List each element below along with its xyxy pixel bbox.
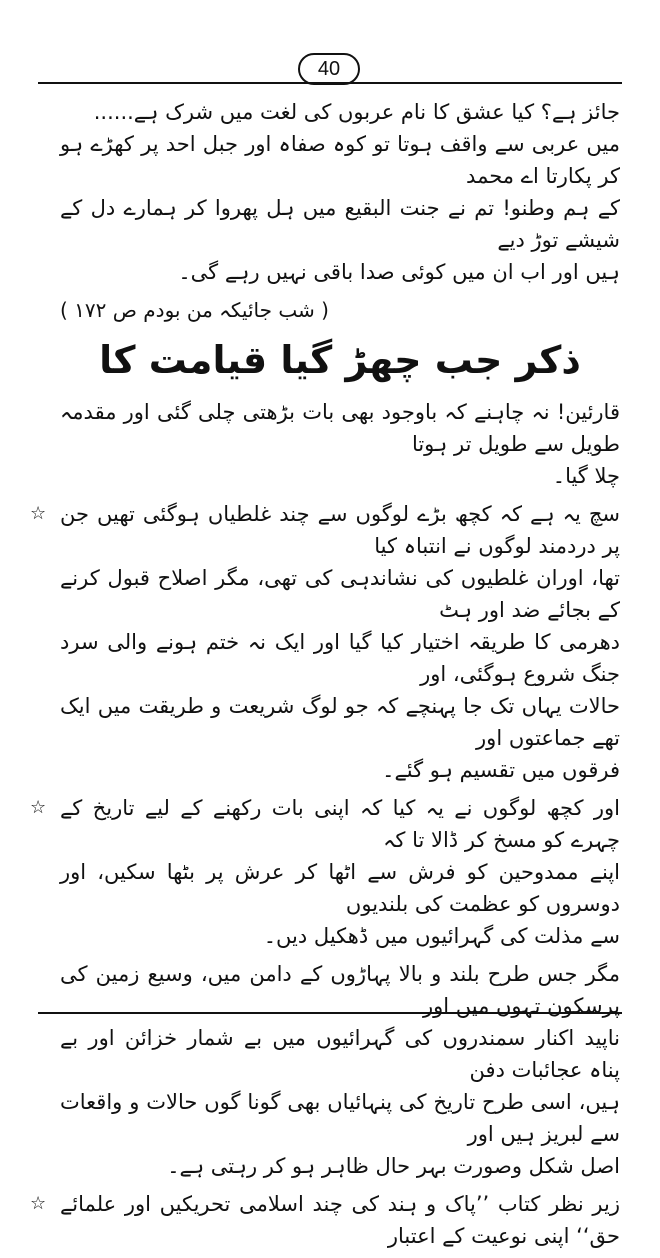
opening-line: چلا گیا۔: [552, 464, 620, 488]
citation: ( شب جائیکہ من بودم ص ۱۷۲ ): [60, 298, 329, 322]
chapter-heading: ذکر جب چھڑ گیا قیامت کا: [99, 338, 581, 382]
paragraph: [60, 958, 620, 1182]
bullet-line: اور کچھ لوگوں نے یہ کیا کہ اپنی بات رکھنے کے لیے تاریخ کے چہرے کو مسخ کر ڈالا تا کہ: [60, 796, 620, 852]
intro-paragraph: [60, 96, 620, 288]
para-line: ہیں، اسی طرح تاریخ کی پنہائیاں بھی گونا گوں حالات و واقعات سے لبریز ہیں اور: [60, 1090, 620, 1146]
page-body: [30, 96, 620, 1258]
para-line: ناپید اکنار سمندروں کی گہرائیوں میں بے شمار خزائن اور بے پناہ عجائبات دفن: [60, 1026, 620, 1082]
opening-line: قارئین! نہ چاہنے کہ باوجود بھی بات بڑھتی چلی گئی اور مقدمہ طویل سے طویل تر ہوتا: [60, 400, 620, 456]
star-bullet-icon: ☆: [30, 797, 47, 818]
bullet-line: سچ یہ ہے کہ کچھ بڑے لوگوں سے چند غلطیاں ہوگئی تھیں جن پر دردمند لوگوں نے انتباہ کیا: [60, 502, 620, 558]
star-bullet-icon: ☆: [30, 1193, 47, 1214]
opening-paragraph: [60, 396, 620, 492]
header-rule: [38, 82, 622, 84]
bullet-line: حالات یہاں تک جا پہنچے کہ جو لوگ شریعت و طریقت میں ایک تھے جماعتوں اور: [60, 694, 620, 750]
bullet-line: اپنے ممدوحین کو فرش سے اٹھا کر عرش پر بٹھا سکیں، اور دوسروں کو عظمت کی بلندیوں: [60, 860, 620, 916]
para-line: مگر جس طرح بلند و بالا پہاڑوں کے دامن میں، وسیع زمین کی پرسکون تہوں میں اور: [60, 962, 620, 1018]
para-line: اصل شکل وصورت بہر حال ظاہر ہو کر رہتی ہے۔: [167, 1154, 620, 1178]
bullet-line: تھا، اوران غلطیوں کی نشاندہی کی تھی، مگر اصلاح قبول کرنے کے بجائے ضد اور ہٹ: [60, 566, 620, 622]
bullet-line: زیر نظر کتاب ’’پاک و ہند کی چند اسلامی تحریکیں اور علمائے حق‘‘ اپنی نوعیت کے اعتبار: [60, 1192, 620, 1248]
bullet-paragraph-3: [30, 1188, 620, 1252]
footer-rule: [38, 1012, 622, 1014]
bullet-line: فرقوں میں تقسیم ہو گئے۔: [382, 758, 620, 782]
page-number: 40: [298, 53, 360, 85]
intro-line: میں عربی سے واقف ہوتا تو کوہ صفاہ اور جبل احد پر کھڑے ہو کر پکارتا اے محمد: [60, 132, 620, 188]
bullet-line: سے مذلت کی گہرائیوں میں ڈھکیل دیں۔: [263, 924, 620, 948]
bullet-paragraph-1: [30, 498, 620, 786]
bullet-paragraph-2: [30, 792, 620, 952]
intro-line: جائز ہے؟ کیا عشق کا نام عربوں کی لغت میں شرک ہے......: [93, 100, 620, 124]
intro-line: ہیں اور اب ان میں کوئی صدا باقی نہیں رہے گی۔: [178, 260, 620, 284]
intro-line: کے ہم وطنو! تم نے جنت البقیع میں ہل پھروا کر ہمارے دل کے شیشے توڑ دیے: [60, 196, 620, 252]
star-bullet-icon: ☆: [30, 503, 47, 524]
bullet-line: دھرمی کا طریقہ اختیار کیا گیا اور ایک نہ ختم ہونے والی سرد جنگ شروع ہوگئی، اور: [60, 630, 620, 686]
